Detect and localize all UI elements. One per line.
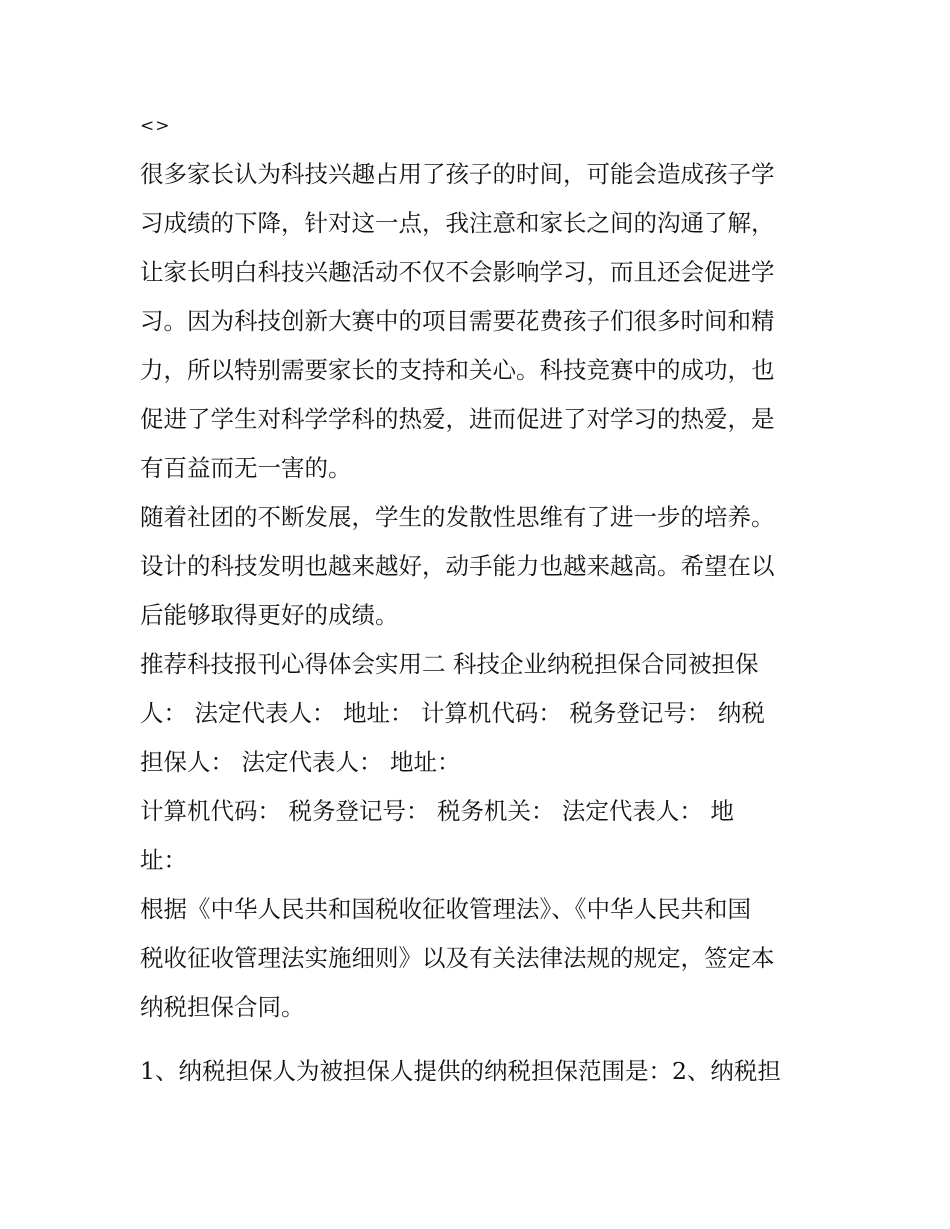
text-line: 让家长明白科技兴趣活动不仅不会影响学习，而且还会促进学 bbox=[140, 258, 775, 286]
text-line: 促进了学生对科学学科的热爱，进而促进了对学习的热爱，是 bbox=[140, 405, 775, 433]
text-line: 后能够取得更好的成绩。 bbox=[140, 601, 399, 629]
text-line: 根据《中华人民共和国税收征收管理法》、《中华人民共和国 bbox=[140, 895, 751, 923]
text-line: 很多家长认为科技兴趣占用了孩子的时间，可能会造成孩子学 bbox=[140, 160, 775, 188]
text-line: 力，所以特别需要家长的支持和关心。科技竞赛中的成功，也 bbox=[140, 356, 775, 384]
text-line: 习。因为科技创新大赛中的项目需要花费孩子们很多时间和精 bbox=[140, 307, 775, 335]
text-line: 1、纳税担保人为被担保人提供的纳税担保范围是：2、纳税担 bbox=[140, 1057, 781, 1085]
page-marker: <> bbox=[140, 116, 171, 136]
text-line: 税收征收管理法实施细则》以及有关法律法规的规定，签定本 bbox=[140, 944, 775, 972]
text-line: 设计的科技发明也越来越好，动手能力也越来越高。希望在以 bbox=[140, 552, 775, 580]
text-line: 址： bbox=[140, 846, 187, 874]
text-line: 推荐科技报刊心得体会实用二 科技企业纳税担保合同被担保 bbox=[140, 650, 759, 678]
text-line: 担保人： 法定代表人： 地址： bbox=[140, 748, 461, 776]
text-line: 习成绩的下降，针对这一点，我注意和家长之间的沟通了解， bbox=[140, 209, 775, 237]
text-line: 有百益而无一害的。 bbox=[140, 454, 352, 482]
text-line: 计算机代码： 税务登记号： 税务机关： 法定代表人： 地 bbox=[140, 797, 734, 825]
text-line: 随着社团的不断发展，学生的发散性思维有了进一步的培养。 bbox=[140, 503, 775, 531]
text-line: 人： 法定代表人： 地址： 计算机代码： 税务登记号： 纳税 bbox=[140, 699, 765, 727]
text-line: 纳税担保合同。 bbox=[140, 993, 305, 1021]
